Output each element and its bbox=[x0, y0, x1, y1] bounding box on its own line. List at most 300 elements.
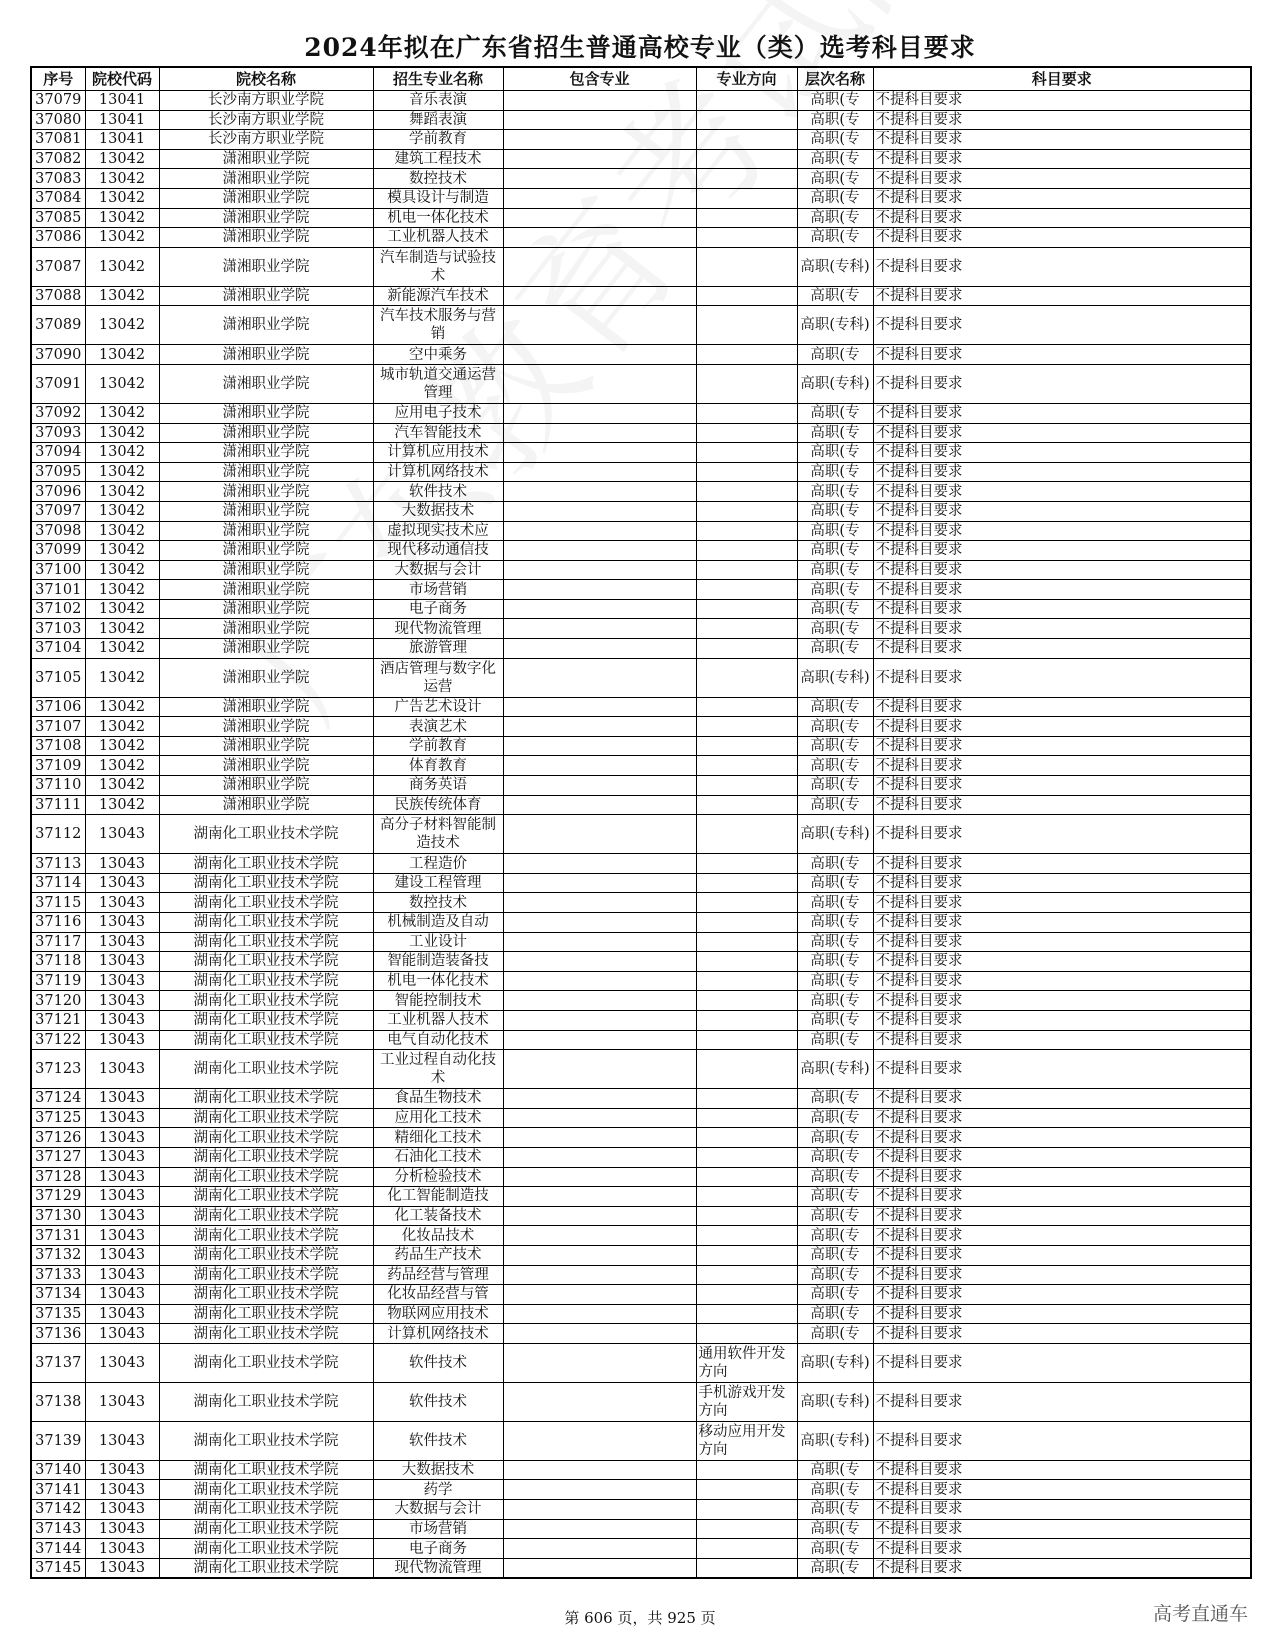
cell-school-code: 13043 bbox=[85, 1147, 159, 1167]
cell-school-name: 湖南化工职业技术学院 bbox=[159, 1460, 373, 1480]
table-row bbox=[31, 952, 1251, 972]
cell-school-name: 湖南化工职业技术学院 bbox=[159, 1206, 373, 1226]
cell-seq: 37083 bbox=[31, 169, 85, 189]
cell-included-majors bbox=[503, 599, 696, 619]
cell-direction bbox=[696, 991, 797, 1011]
cell-school-code: 13043 bbox=[85, 815, 159, 854]
cell-seq: 37141 bbox=[31, 1480, 85, 1500]
cell-major-name: 大数据与会计 bbox=[373, 560, 503, 580]
cell-included-majors bbox=[503, 1265, 696, 1285]
cell-school-code: 13042 bbox=[85, 149, 159, 169]
cell-level: 高职(专 bbox=[797, 1089, 873, 1109]
cell-seq: 37133 bbox=[31, 1265, 85, 1285]
cell-subject-requirement: 不提科目要求 bbox=[873, 1382, 1251, 1421]
cell-level: 高职(专科) bbox=[797, 1421, 873, 1460]
cell-school-name: 湖南化工职业技术学院 bbox=[159, 1343, 373, 1382]
cell-major-name: 分析检验技术 bbox=[373, 1167, 503, 1187]
cell-school-code: 13043 bbox=[85, 932, 159, 952]
cell-subject-requirement: 不提科目要求 bbox=[873, 1010, 1251, 1030]
table-row bbox=[31, 639, 1251, 659]
table-row bbox=[31, 1539, 1251, 1559]
cell-major-name: 大数据与会计 bbox=[373, 1500, 503, 1520]
cell-level: 高职(专 bbox=[797, 345, 873, 365]
cell-level: 高职(专 bbox=[797, 1108, 873, 1128]
cell-school-code: 13041 bbox=[85, 130, 159, 150]
table-row bbox=[31, 658, 1251, 697]
table-row bbox=[31, 776, 1251, 796]
cell-major-name: 智能控制技术 bbox=[373, 991, 503, 1011]
cell-school-code: 13042 bbox=[85, 423, 159, 443]
cell-subject-requirement: 不提科目要求 bbox=[873, 560, 1251, 580]
cell-included-majors bbox=[503, 110, 696, 130]
cell-school-code: 13042 bbox=[85, 756, 159, 776]
cell-school-name: 潇湘职业学院 bbox=[159, 717, 373, 737]
cell-school-code: 13042 bbox=[85, 560, 159, 580]
cell-seq: 37118 bbox=[31, 952, 85, 972]
cell-level: 高职(专 bbox=[797, 776, 873, 796]
cell-included-majors bbox=[503, 560, 696, 580]
cell-level: 高职(专 bbox=[797, 873, 873, 893]
cell-seq: 37084 bbox=[31, 188, 85, 208]
cell-major-name: 计算机应用技术 bbox=[373, 443, 503, 463]
table-header-row bbox=[31, 67, 1251, 91]
cell-major-name: 高分子材料智能制造技术 bbox=[373, 815, 503, 854]
cell-level: 高职(专 bbox=[797, 1187, 873, 1207]
cell-direction bbox=[696, 776, 797, 796]
cell-included-majors bbox=[503, 1108, 696, 1128]
cell-subject-requirement: 不提科目要求 bbox=[873, 1167, 1251, 1187]
cell-included-majors bbox=[503, 1050, 696, 1089]
cell-seq: 37091 bbox=[31, 364, 85, 403]
cell-seq: 37127 bbox=[31, 1147, 85, 1167]
cell-included-majors bbox=[503, 971, 696, 991]
cell-seq: 37102 bbox=[31, 599, 85, 619]
header-major-name: 招生专业名称 bbox=[373, 67, 503, 91]
cell-school-name: 潇湘职业学院 bbox=[159, 169, 373, 189]
table-row bbox=[31, 736, 1251, 756]
cell-subject-requirement: 不提科目要求 bbox=[873, 815, 1251, 854]
cell-direction bbox=[696, 1324, 797, 1344]
cell-direction bbox=[696, 247, 797, 286]
cell-level: 高职(专 bbox=[797, 795, 873, 815]
cell-school-code: 13043 bbox=[85, 1519, 159, 1539]
cell-direction bbox=[696, 854, 797, 874]
cell-subject-requirement: 不提科目要求 bbox=[873, 501, 1251, 521]
cell-direction bbox=[696, 364, 797, 403]
cell-school-code: 13042 bbox=[85, 599, 159, 619]
cell-school-name: 潇湘职业学院 bbox=[159, 208, 373, 228]
table-row bbox=[31, 1245, 1251, 1265]
cell-major-name: 数控技术 bbox=[373, 169, 503, 189]
cell-included-majors bbox=[503, 286, 696, 306]
cell-direction bbox=[696, 306, 797, 345]
cell-school-code: 13042 bbox=[85, 776, 159, 796]
table-row bbox=[31, 91, 1251, 111]
cell-major-name: 学前教育 bbox=[373, 130, 503, 150]
table-row bbox=[31, 208, 1251, 228]
cell-included-majors bbox=[503, 462, 696, 482]
cell-seq: 37117 bbox=[31, 932, 85, 952]
cell-major-name: 建筑工程技术 bbox=[373, 149, 503, 169]
cell-direction bbox=[696, 736, 797, 756]
cell-subject-requirement: 不提科目要求 bbox=[873, 364, 1251, 403]
cell-school-name: 潇湘职业学院 bbox=[159, 795, 373, 815]
cell-major-name: 表演艺术 bbox=[373, 717, 503, 737]
table-row bbox=[31, 1226, 1251, 1246]
cell-direction bbox=[696, 1460, 797, 1480]
cell-subject-requirement: 不提科目要求 bbox=[873, 306, 1251, 345]
cell-school-code: 13042 bbox=[85, 345, 159, 365]
cell-seq: 37092 bbox=[31, 403, 85, 423]
cell-direction bbox=[696, 130, 797, 150]
cell-included-majors bbox=[503, 482, 696, 502]
cell-seq: 37099 bbox=[31, 541, 85, 561]
cell-seq: 37139 bbox=[31, 1421, 85, 1460]
cell-included-majors bbox=[503, 169, 696, 189]
cell-direction bbox=[696, 541, 797, 561]
cell-included-majors bbox=[503, 501, 696, 521]
cell-direction bbox=[696, 521, 797, 541]
table-row bbox=[31, 1519, 1251, 1539]
table-row bbox=[31, 1382, 1251, 1421]
cell-seq: 37107 bbox=[31, 717, 85, 737]
table-row bbox=[31, 991, 1251, 1011]
cell-direction bbox=[696, 1147, 797, 1167]
cell-direction bbox=[696, 1558, 797, 1578]
cell-school-code: 13043 bbox=[85, 1382, 159, 1421]
cell-direction bbox=[696, 1500, 797, 1520]
cell-included-majors bbox=[503, 658, 696, 697]
cell-level: 高职(专 bbox=[797, 521, 873, 541]
cell-direction bbox=[696, 482, 797, 502]
cell-level: 高职(专 bbox=[797, 1324, 873, 1344]
cell-school-code: 13043 bbox=[85, 1128, 159, 1148]
cell-included-majors bbox=[503, 1558, 696, 1578]
cell-included-majors bbox=[503, 1245, 696, 1265]
cell-major-name: 现代物流管理 bbox=[373, 1558, 503, 1578]
cell-included-majors bbox=[503, 1089, 696, 1109]
cell-major-name: 体育教育 bbox=[373, 756, 503, 776]
cell-school-name: 湖南化工职业技术学院 bbox=[159, 1128, 373, 1148]
cell-subject-requirement: 不提科目要求 bbox=[873, 913, 1251, 933]
cell-direction bbox=[696, 149, 797, 169]
cell-included-majors bbox=[503, 736, 696, 756]
cell-level: 高职(专科) bbox=[797, 658, 873, 697]
table-row bbox=[31, 286, 1251, 306]
cell-seq: 37140 bbox=[31, 1460, 85, 1480]
cell-level: 高职(专 bbox=[797, 1558, 873, 1578]
cell-major-name: 智能制造装备技 bbox=[373, 952, 503, 972]
cell-school-name: 湖南化工职业技术学院 bbox=[159, 1480, 373, 1500]
cell-seq: 37104 bbox=[31, 639, 85, 659]
cell-level: 高职(专科) bbox=[797, 247, 873, 286]
header-direction: 专业方向 bbox=[696, 67, 797, 91]
table-row bbox=[31, 1324, 1251, 1344]
cell-school-name: 湖南化工职业技术学院 bbox=[159, 1539, 373, 1559]
cell-included-majors bbox=[503, 1285, 696, 1305]
cell-level: 高职(专 bbox=[797, 149, 873, 169]
cell-included-majors bbox=[503, 541, 696, 561]
cell-included-majors bbox=[503, 403, 696, 423]
cell-level: 高职(专 bbox=[797, 208, 873, 228]
cell-school-name: 潇湘职业学院 bbox=[159, 482, 373, 502]
cell-major-name: 建设工程管理 bbox=[373, 873, 503, 893]
cell-level: 高职(专 bbox=[797, 1285, 873, 1305]
cell-included-majors bbox=[503, 1030, 696, 1050]
cell-level: 高职(专 bbox=[797, 717, 873, 737]
cell-subject-requirement: 不提科目要求 bbox=[873, 599, 1251, 619]
cell-school-name: 湖南化工职业技术学院 bbox=[159, 1304, 373, 1324]
cell-included-majors bbox=[503, 697, 696, 717]
header-school-name: 院校名称 bbox=[159, 67, 373, 91]
cell-school-name: 湖南化工职业技术学院 bbox=[159, 952, 373, 972]
cell-direction bbox=[696, 619, 797, 639]
cell-school-code: 13043 bbox=[85, 893, 159, 913]
cell-major-name: 大数据技术 bbox=[373, 1460, 503, 1480]
cell-subject-requirement: 不提科目要求 bbox=[873, 169, 1251, 189]
cell-major-name: 工业机器人技术 bbox=[373, 1010, 503, 1030]
cell-major-name: 现代物流管理 bbox=[373, 619, 503, 639]
table-row bbox=[31, 1187, 1251, 1207]
cell-level: 高职(专 bbox=[797, 501, 873, 521]
cell-school-code: 13043 bbox=[85, 1089, 159, 1109]
table-row bbox=[31, 228, 1251, 248]
table-row bbox=[31, 130, 1251, 150]
cell-level: 高职(专 bbox=[797, 580, 873, 600]
table-row bbox=[31, 1265, 1251, 1285]
table-row bbox=[31, 188, 1251, 208]
cell-major-name: 石油化工技术 bbox=[373, 1147, 503, 1167]
cell-included-majors bbox=[503, 893, 696, 913]
cell-subject-requirement: 不提科目要求 bbox=[873, 1089, 1251, 1109]
cell-included-majors bbox=[503, 873, 696, 893]
header-school-code: 院校代码 bbox=[85, 67, 159, 91]
cell-seq: 37105 bbox=[31, 658, 85, 697]
brand-watermark: 高考直通车 bbox=[1152, 1603, 1248, 1625]
cell-school-code: 13041 bbox=[85, 110, 159, 130]
cell-school-name: 潇湘职业学院 bbox=[159, 658, 373, 697]
cell-school-name: 潇湘职业学院 bbox=[159, 501, 373, 521]
cell-subject-requirement: 不提科目要求 bbox=[873, 247, 1251, 286]
table-row bbox=[31, 1089, 1251, 1109]
table-row bbox=[31, 815, 1251, 854]
cell-level: 高职(专 bbox=[797, 1245, 873, 1265]
header-subject-requirement: 科目要求 bbox=[873, 67, 1251, 91]
cell-subject-requirement: 不提科目要求 bbox=[873, 756, 1251, 776]
table-row bbox=[31, 1108, 1251, 1128]
cell-school-code: 13042 bbox=[85, 169, 159, 189]
cell-included-majors bbox=[503, 1010, 696, 1030]
cell-included-majors bbox=[503, 717, 696, 737]
cell-seq: 37126 bbox=[31, 1128, 85, 1148]
cell-school-name: 湖南化工职业技术学院 bbox=[159, 1324, 373, 1344]
cell-major-name: 市场营销 bbox=[373, 580, 503, 600]
cell-subject-requirement: 不提科目要求 bbox=[873, 639, 1251, 659]
cell-included-majors bbox=[503, 91, 696, 111]
cell-included-majors bbox=[503, 854, 696, 874]
cell-subject-requirement: 不提科目要求 bbox=[873, 1460, 1251, 1480]
cell-major-name: 汽车制造与试验技术 bbox=[373, 247, 503, 286]
cell-seq: 37093 bbox=[31, 423, 85, 443]
cell-school-code: 13043 bbox=[85, 1245, 159, 1265]
cell-school-code: 13043 bbox=[85, 1558, 159, 1578]
cell-level: 高职(专 bbox=[797, 228, 873, 248]
cell-school-name: 潇湘职业学院 bbox=[159, 443, 373, 463]
cell-seq: 37129 bbox=[31, 1187, 85, 1207]
cell-included-majors bbox=[503, 1382, 696, 1421]
cell-major-name: 软件技术 bbox=[373, 1382, 503, 1421]
cell-major-name: 应用化工技术 bbox=[373, 1108, 503, 1128]
cell-included-majors bbox=[503, 521, 696, 541]
cell-major-name: 软件技术 bbox=[373, 1421, 503, 1460]
cell-direction bbox=[696, 286, 797, 306]
cell-direction bbox=[696, 639, 797, 659]
cell-seq: 37142 bbox=[31, 1500, 85, 1520]
cell-seq: 37136 bbox=[31, 1324, 85, 1344]
cell-school-name: 潇湘职业学院 bbox=[159, 228, 373, 248]
cell-seq: 37120 bbox=[31, 991, 85, 1011]
cell-subject-requirement: 不提科目要求 bbox=[873, 971, 1251, 991]
table-row bbox=[31, 1030, 1251, 1050]
cell-major-name: 软件技术 bbox=[373, 1343, 503, 1382]
cell-seq: 37108 bbox=[31, 736, 85, 756]
cell-major-name: 大数据技术 bbox=[373, 501, 503, 521]
cell-major-name: 化妆品技术 bbox=[373, 1226, 503, 1246]
cell-major-name: 模具设计与制造 bbox=[373, 188, 503, 208]
cell-direction bbox=[696, 1030, 797, 1050]
cell-seq: 37101 bbox=[31, 580, 85, 600]
cell-level: 高职(专 bbox=[797, 1304, 873, 1324]
table-row bbox=[31, 1558, 1251, 1578]
cell-school-code: 13042 bbox=[85, 541, 159, 561]
cell-included-majors bbox=[503, 1226, 696, 1246]
cell-subject-requirement: 不提科目要求 bbox=[873, 717, 1251, 737]
cell-school-name: 湖南化工职业技术学院 bbox=[159, 893, 373, 913]
cell-direction bbox=[696, 697, 797, 717]
table-row bbox=[31, 873, 1251, 893]
cell-school-name: 湖南化工职业技术学院 bbox=[159, 1226, 373, 1246]
cell-school-name: 潇湘职业学院 bbox=[159, 286, 373, 306]
cell-direction bbox=[696, 971, 797, 991]
cell-school-code: 13043 bbox=[85, 873, 159, 893]
cell-included-majors bbox=[503, 1460, 696, 1480]
table-row bbox=[31, 403, 1251, 423]
cell-included-majors bbox=[503, 580, 696, 600]
cell-school-code: 13043 bbox=[85, 1030, 159, 1050]
cell-subject-requirement: 不提科目要求 bbox=[873, 1265, 1251, 1285]
cell-subject-requirement: 不提科目要求 bbox=[873, 1226, 1251, 1246]
cell-subject-requirement: 不提科目要求 bbox=[873, 482, 1251, 502]
cell-school-name: 湖南化工职业技术学院 bbox=[159, 1089, 373, 1109]
cell-seq: 37128 bbox=[31, 1167, 85, 1187]
cell-direction bbox=[696, 815, 797, 854]
cell-direction bbox=[696, 893, 797, 913]
cell-school-code: 13042 bbox=[85, 247, 159, 286]
cell-subject-requirement: 不提科目要求 bbox=[873, 208, 1251, 228]
cell-seq: 37131 bbox=[31, 1226, 85, 1246]
cell-major-name: 应用电子技术 bbox=[373, 403, 503, 423]
cell-school-name: 湖南化工职业技术学院 bbox=[159, 873, 373, 893]
cell-level: 高职(专 bbox=[797, 619, 873, 639]
cell-subject-requirement: 不提科目要求 bbox=[873, 423, 1251, 443]
cell-seq: 37111 bbox=[31, 795, 85, 815]
cell-level: 高职(专 bbox=[797, 639, 873, 659]
cell-direction bbox=[696, 1089, 797, 1109]
cell-major-name: 药品生产技术 bbox=[373, 1245, 503, 1265]
cell-subject-requirement: 不提科目要求 bbox=[873, 1285, 1251, 1305]
table-row bbox=[31, 482, 1251, 502]
cell-major-name: 物联网应用技术 bbox=[373, 1304, 503, 1324]
cell-level: 高职(专 bbox=[797, 854, 873, 874]
table-body bbox=[31, 91, 1251, 1579]
cell-level: 高职(专 bbox=[797, 482, 873, 502]
cell-direction bbox=[696, 1245, 797, 1265]
cell-school-name: 湖南化工职业技术学院 bbox=[159, 1500, 373, 1520]
cell-direction bbox=[696, 1519, 797, 1539]
cell-school-code: 13043 bbox=[85, 952, 159, 972]
table-row bbox=[31, 580, 1251, 600]
cell-seq: 37110 bbox=[31, 776, 85, 796]
cell-school-code: 13043 bbox=[85, 913, 159, 933]
table-row bbox=[31, 795, 1251, 815]
cell-subject-requirement: 不提科目要求 bbox=[873, 443, 1251, 463]
cell-included-majors bbox=[503, 208, 696, 228]
cell-seq: 37087 bbox=[31, 247, 85, 286]
table-row bbox=[31, 560, 1251, 580]
cell-included-majors bbox=[503, 1187, 696, 1207]
cell-included-majors bbox=[503, 1147, 696, 1167]
cell-school-code: 13042 bbox=[85, 228, 159, 248]
cell-included-majors bbox=[503, 1519, 696, 1539]
table-row bbox=[31, 443, 1251, 463]
cell-major-name: 空中乘务 bbox=[373, 345, 503, 365]
cell-included-majors bbox=[503, 247, 696, 286]
cell-school-name: 潇湘职业学院 bbox=[159, 521, 373, 541]
cell-major-name: 商务英语 bbox=[373, 776, 503, 796]
table-row bbox=[31, 169, 1251, 189]
table-row bbox=[31, 1167, 1251, 1187]
cell-included-majors bbox=[503, 1167, 696, 1187]
table-row bbox=[31, 971, 1251, 991]
cell-school-name: 潇湘职业学院 bbox=[159, 306, 373, 345]
page-title: 2024年拟在广东省招生普通高校专业（类）选考科目要求 bbox=[304, 33, 976, 62]
cell-level: 高职(专 bbox=[797, 1500, 873, 1520]
table-row bbox=[31, 1147, 1251, 1167]
cell-school-name: 长沙南方职业学院 bbox=[159, 91, 373, 111]
header-included-majors: 包含专业 bbox=[503, 67, 696, 91]
cell-subject-requirement: 不提科目要求 bbox=[873, 1187, 1251, 1207]
cell-included-majors bbox=[503, 306, 696, 345]
cell-school-code: 13042 bbox=[85, 482, 159, 502]
cell-major-name: 化妆品经营与管 bbox=[373, 1285, 503, 1305]
cell-direction bbox=[696, 110, 797, 130]
cell-subject-requirement: 不提科目要求 bbox=[873, 1030, 1251, 1050]
cell-major-name: 计算机网络技术 bbox=[373, 1324, 503, 1344]
cell-school-name: 潇湘职业学院 bbox=[159, 697, 373, 717]
cell-school-name: 潇湘职业学院 bbox=[159, 247, 373, 286]
cell-subject-requirement: 不提科目要求 bbox=[873, 1421, 1251, 1460]
cell-level: 高职(专科) bbox=[797, 1050, 873, 1089]
table-row bbox=[31, 306, 1251, 345]
cell-direction bbox=[696, 228, 797, 248]
cell-seq: 37081 bbox=[31, 130, 85, 150]
cell-school-name: 潇湘职业学院 bbox=[159, 364, 373, 403]
cell-subject-requirement: 不提科目要求 bbox=[873, 619, 1251, 639]
table-row bbox=[31, 599, 1251, 619]
cell-school-code: 13042 bbox=[85, 364, 159, 403]
cell-school-code: 13043 bbox=[85, 971, 159, 991]
table-row bbox=[31, 1421, 1251, 1460]
